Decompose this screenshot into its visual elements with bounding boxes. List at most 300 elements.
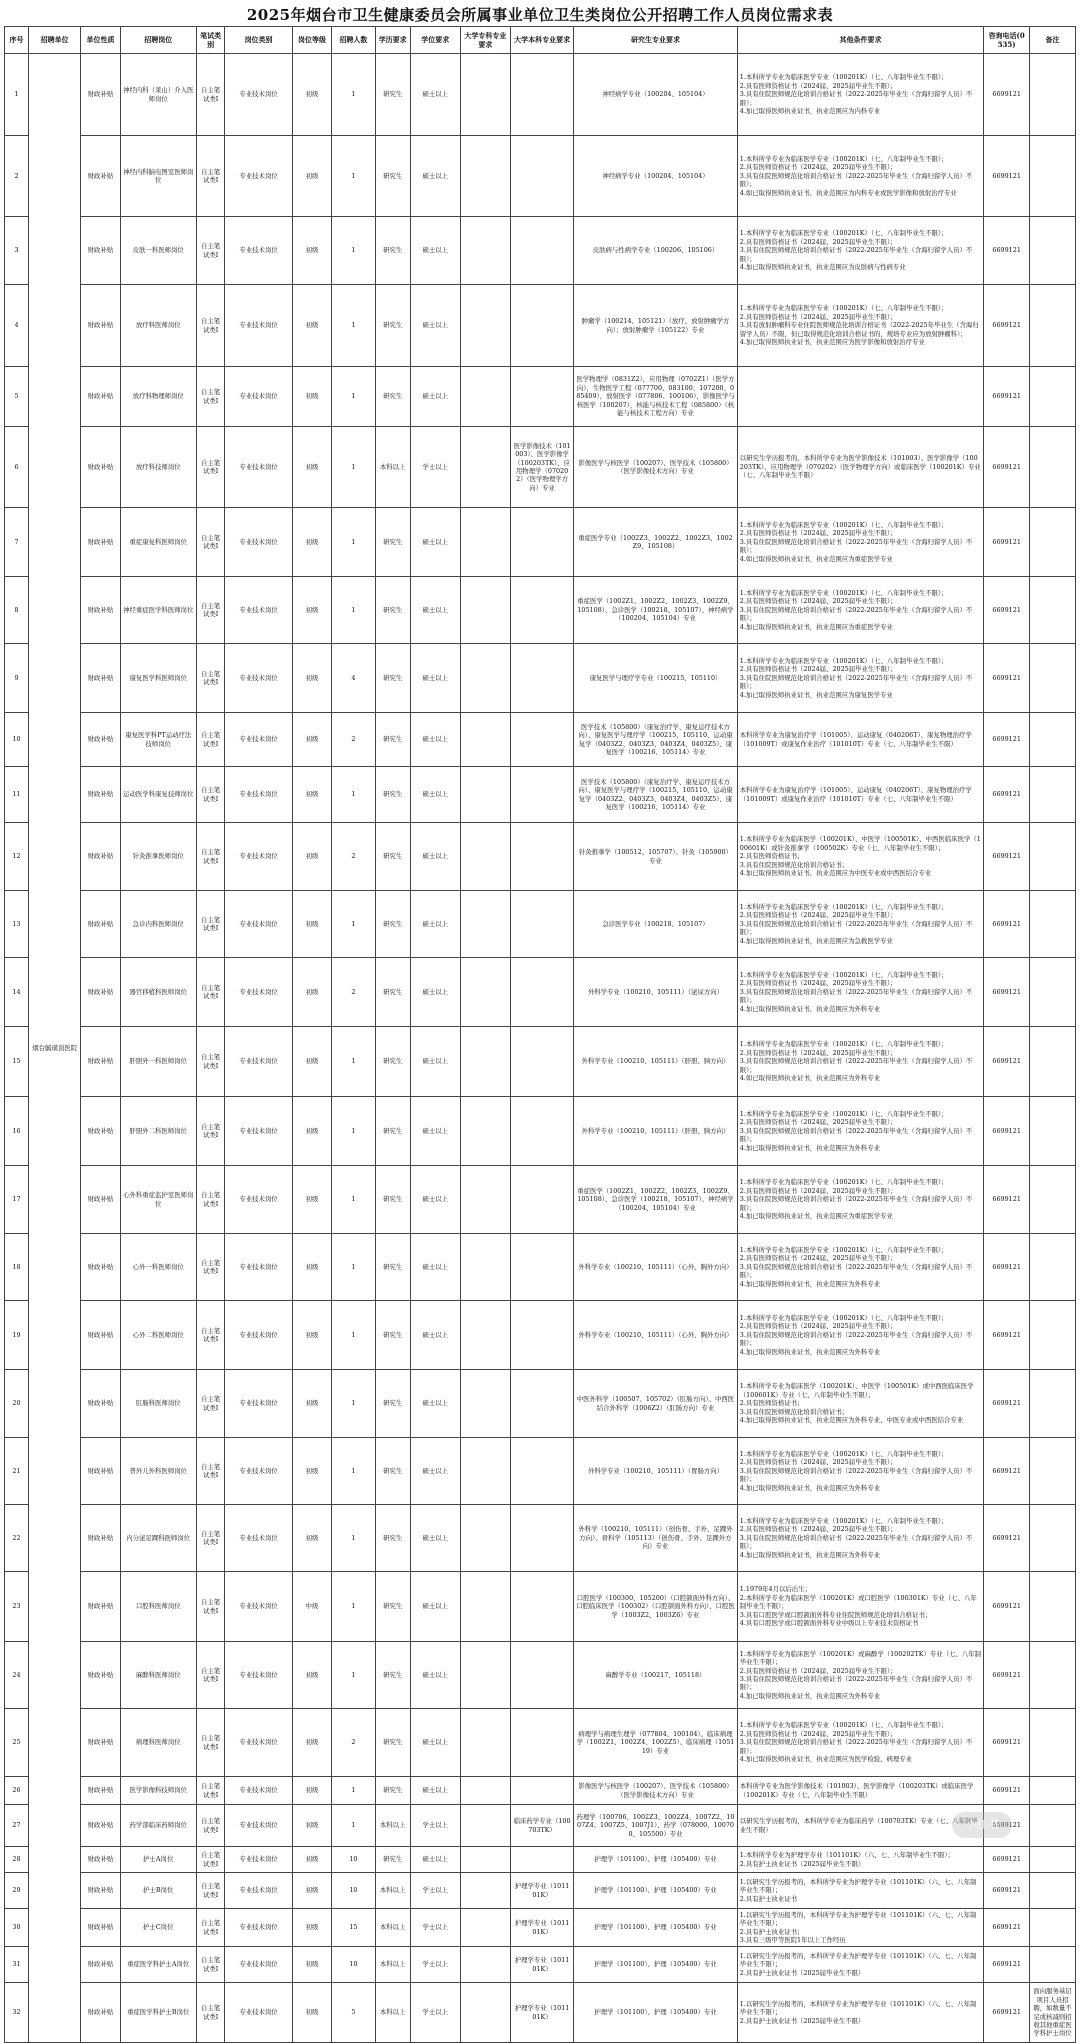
cell-post: 放疗科技师岗位 <box>120 427 196 508</box>
cell-bachelor-major <box>510 1847 573 1873</box>
cell-education: 研究生 <box>375 1847 410 1873</box>
cell-degree: 学士以上 <box>410 1947 460 1983</box>
cell-category: 专业技术岗位 <box>225 713 293 767</box>
table-row <box>5 217 1076 285</box>
cell-level: 初级 <box>292 285 331 367</box>
cell-remarks <box>1030 427 1076 508</box>
cell-education: 本科以上 <box>375 1873 410 1909</box>
cell-education: 研究生 <box>375 1505 410 1572</box>
cell-graduate-major: 药理学（100706、1002Z3、1002Z4、1007Z2、1007Z4、1007Z5、1007J1）、药学（078000、100700、105500）专业 <box>574 1805 738 1847</box>
table-row <box>5 1438 1076 1505</box>
cell-post: 病理科医师岗位 <box>120 1709 196 1777</box>
cell-phone: 6699121 <box>984 1438 1030 1505</box>
cell-specialty-major <box>460 285 510 367</box>
cell-post: 放疗科医师岗位 <box>120 285 196 367</box>
cell-no: 15 <box>5 1027 29 1097</box>
header-post: 招聘岗位 <box>120 27 196 54</box>
cell-no: 5 <box>5 367 29 427</box>
cell-specialty-major <box>460 1234 510 1301</box>
cell-count: 1 <box>332 427 376 508</box>
cell-level: 初级 <box>292 713 331 767</box>
table-row <box>5 577 1076 644</box>
cell-nature: 财政补贴 <box>81 1642 120 1709</box>
cell-level: 初级 <box>292 823 331 891</box>
cell-phone: 6699121 <box>984 285 1030 367</box>
cell-remarks <box>1030 1438 1076 1505</box>
cell-degree: 硕士以上 <box>410 136 460 217</box>
table-row <box>5 1572 1076 1642</box>
cell-nature: 财政补贴 <box>81 1027 120 1097</box>
cell-level: 初级 <box>292 54 331 136</box>
cell-no: 3 <box>5 217 29 285</box>
header-count: 招聘人数 <box>332 27 376 54</box>
cell-post: 普外儿外科医师岗位 <box>120 1438 196 1505</box>
page-title: 2025年烟台市卫生健康委员会所属事业单位卫生类岗位公开招聘工作人员岗位需求表 <box>246 6 834 24</box>
header-other-requirements: 其他条件要求 <box>737 27 983 54</box>
cell-category: 专业技术岗位 <box>225 1234 293 1301</box>
cell-post: 运动医学科康复技师岗位 <box>120 767 196 823</box>
cell-bachelor-major <box>510 1370 573 1438</box>
cell-degree: 硕士以上 <box>410 1234 460 1301</box>
cell-count: 1 <box>332 508 376 577</box>
cell-post: 肝胆外二科医师岗位 <box>120 1097 196 1166</box>
cell-count: 10 <box>332 1847 376 1873</box>
header-exam: 笔试类别 <box>196 27 224 54</box>
cell-phone: 6699121 <box>984 1777 1030 1805</box>
cell-remarks <box>1030 1370 1076 1438</box>
cell-remarks <box>1030 1805 1076 1847</box>
cell-education: 研究生 <box>375 217 410 285</box>
cell-bachelor-major <box>510 1097 573 1166</box>
cell-phone: 6699121 <box>984 1709 1030 1777</box>
cell-count: 1 <box>332 1642 376 1709</box>
cell-degree: 学士以上 <box>410 1873 460 1909</box>
cell-exam: 自主笔试类Ⅰ <box>196 713 224 767</box>
cell-no: 9 <box>5 644 29 713</box>
cell-no: 26 <box>5 1777 29 1805</box>
cell-degree: 学士以上 <box>410 1805 460 1847</box>
cell-category: 专业技术岗位 <box>225 1438 293 1505</box>
cell-graduate-major: 护理学（101100）、护理（105400）专业 <box>574 1983 738 2043</box>
cell-count: 1 <box>332 1027 376 1097</box>
cell-nature: 财政补贴 <box>81 367 120 427</box>
cell-no: 18 <box>5 1234 29 1301</box>
cell-exam: 自主笔试类Ⅰ <box>196 1027 224 1097</box>
cell-other-requirements: 1.本科所学专业为临床医学专业（100201K）（七、八年制毕业生不限）； 2.具有医师资格证书（2024届、2025届毕业生不限）； 3.具有住院医师规范化培训合格证书（2022-2025年毕业生（含海归留学人员）不限）； 4.加已取得医师执业证书，执业范围应为外科专业 <box>737 1234 983 1301</box>
cell-bachelor-major <box>510 508 573 577</box>
table-row <box>5 1983 1076 2043</box>
cell-exam: 自主笔试类Ⅰ <box>196 367 224 427</box>
cell-count: 1 <box>332 1097 376 1166</box>
cell-phone: 6699121 <box>984 508 1030 577</box>
cell-graduate-major: 护理学（101100）、护理（105400）专业 <box>574 1909 738 1947</box>
cell-degree: 学士以上 <box>410 427 460 508</box>
cell-degree: 硕士以上 <box>410 1642 460 1709</box>
cell-count: 2 <box>332 823 376 891</box>
cell-graduate-major: 医学技术（105800）（康复治疗学、康复运疗技术方向）、康复医学与理疗学（100215、105110、运动康复学（0403Z2、0403Z3、0403Z4、0403Z5）、康复医学（100216、105114）专业 <box>574 713 738 767</box>
cell-category: 专业技术岗位 <box>225 891 293 958</box>
cell-exam: 自主笔试类Ⅰ <box>196 427 224 508</box>
cell-bachelor-major <box>510 217 573 285</box>
cell-graduate-major: 影像医学与核医学（100207）、医学技术（105800）（医学影像技术方向）专业 <box>574 1777 738 1805</box>
cell-count: 1 <box>332 767 376 823</box>
cell-other-requirements: 本科所学专业为医学影像技术（101003）、医学影像学（100203TK）或临床医学（100201K）专业（七、八年制毕业生不限） <box>737 1777 983 1805</box>
table-row <box>5 958 1076 1027</box>
cell-count: 1 <box>332 367 376 427</box>
cell-nature: 财政补贴 <box>81 644 120 713</box>
header-education: 学历要求 <box>375 27 410 54</box>
cell-post: 内分泌足踝科医师岗位 <box>120 1505 196 1572</box>
cell-bachelor-major <box>510 958 573 1027</box>
cell-category: 专业技术岗位 <box>225 1027 293 1097</box>
cell-no: 29 <box>5 1873 29 1909</box>
cell-exam: 自主笔试类Ⅰ <box>196 1572 224 1642</box>
cell-education: 研究生 <box>375 644 410 713</box>
cell-category: 专业技术岗位 <box>225 577 293 644</box>
cell-graduate-major: 神经病学专业（100204、105104） <box>574 54 738 136</box>
cell-specialty-major <box>460 577 510 644</box>
cell-other-requirements: 1.本科所学专业为临床医学（100201K）或麻醉学（100202TK）专业（七、八年制毕业生不限）； 2.具有医师资格证书（2024届、2025届毕业生不限）； 3.具有住院医师规范化培训合格证书（2022-2025年毕业生（含海归留学人员）不限）； 4.加已取得医师执业证书，执业范围应为外科专业 <box>737 1642 983 1709</box>
cell-no: 20 <box>5 1370 29 1438</box>
cell-remarks <box>1030 1777 1076 1805</box>
cell-post: 麻醉科医师岗位 <box>120 1642 196 1709</box>
cell-level: 初级 <box>292 1709 331 1777</box>
cell-no: 4 <box>5 285 29 367</box>
cell-nature: 财政补贴 <box>81 285 120 367</box>
cell-remarks <box>1030 1642 1076 1709</box>
cell-nature: 财政补贴 <box>81 958 120 1027</box>
cell-count: 15 <box>332 1909 376 1947</box>
cell-other-requirements: 1.本科所学专业为临床医学专业（100201K）（七、八年制毕业生不限）； 2.具有医师资格证书（2024届、2025届毕业生不限）； 3.具有住院医师规范化培训合格证书（2022-2025年毕业生（含海归留学人员）不限）； 4.加已取得医师执业证书，执业范围应为康复医学专业 <box>737 644 983 713</box>
cell-graduate-major: 外科学专业（100210、105111）（心外、胸外方向） <box>574 1234 738 1301</box>
cell-specialty-major <box>460 958 510 1027</box>
cell-other-requirements: 1.本科所学专业为临床医学专业（100201K）（七、八年制毕业生不限）； 2.具有医师资格证书（2024届、2025届毕业生不限）； 3.具有住院医师规范化培训合格证书（2022-2025年毕业生（含海归留学人员）不限）； 4.如已取得医师执业证书，执业范围应为重症医学专业 <box>737 508 983 577</box>
cell-education: 研究生 <box>375 767 410 823</box>
cell-education: 研究生 <box>375 1166 410 1234</box>
cell-other-requirements: 1.本科所学专业为临床医学专业（100201K）（七、八年制毕业生不限）； 2.具有医师资格证书（2024届、2025届毕业生不限）； 3.具有住院医师规范化培训合格证书（2022-2025年毕业生（含海归留学人员）不限）； 4.加已取得医师执业证书，执业范围应为外科专业 <box>737 1505 983 1572</box>
cell-other-requirements: 1.本科所学专业为临床医学专业（100201K）（七、八年制毕业生不限）； 2.具有医师资格证书（2024届、2025届毕业生不限）； 3.具有放射肿瘤科专业住院医师规范化培训合格证书（2022-2025年毕业生（含海归留学人员）不限，但已取得规范化培训合格证书的，规培专业应为放射肿瘤科）； 4.加已取得医师执业证书，执业范围应为医学影像和放射治疗专业 <box>737 285 983 367</box>
table-row <box>5 1505 1076 1572</box>
cell-category: 专业技术岗位 <box>225 958 293 1027</box>
cell-specialty-major <box>460 1709 510 1777</box>
cell-bachelor-major <box>510 136 573 217</box>
cell-level: 初级 <box>292 1505 331 1572</box>
cell-nature: 财政补贴 <box>81 136 120 217</box>
cell-category: 专业技术岗位 <box>225 1983 293 2043</box>
header-no: 序号 <box>5 27 29 54</box>
cell-remarks <box>1030 1909 1076 1947</box>
cell-exam: 自主笔试类Ⅰ <box>196 1097 224 1166</box>
cell-nature: 财政补贴 <box>81 823 120 891</box>
cell-post: 心外一科医师岗位 <box>120 1234 196 1301</box>
cell-education: 研究生 <box>375 1438 410 1505</box>
cell-degree: 硕士以上 <box>410 1301 460 1370</box>
cell-graduate-major: 神经病学专业（100204、105104） <box>574 136 738 217</box>
cell-specialty-major <box>460 1438 510 1505</box>
cell-no: 7 <box>5 508 29 577</box>
cell-count: 2 <box>332 1709 376 1777</box>
cell-post: 医学影像科技师岗位 <box>120 1777 196 1805</box>
table-row <box>5 367 1076 427</box>
cell-bachelor-major <box>510 1438 573 1505</box>
cell-post: 针灸推拿医师岗位 <box>120 823 196 891</box>
cell-category: 专业技术岗位 <box>225 427 293 508</box>
cell-degree: 硕士以上 <box>410 1777 460 1805</box>
cell-bachelor-major <box>510 767 573 823</box>
cell-post: 肛肠科医师岗位 <box>120 1370 196 1438</box>
cell-level: 初级 <box>292 1805 331 1847</box>
table-row <box>5 1097 1076 1166</box>
cell-post: 康复医学科医师岗位 <box>120 644 196 713</box>
cell-exam: 自主笔试类Ⅰ <box>196 823 224 891</box>
cell-phone: 6699121 <box>984 1572 1030 1642</box>
header-level: 岗位等级 <box>292 27 331 54</box>
cell-degree: 硕士以上 <box>410 508 460 577</box>
cell-degree: 学士以上 <box>410 1909 460 1947</box>
cell-no: 6 <box>5 427 29 508</box>
cell-education: 研究生 <box>375 508 410 577</box>
cell-degree: 硕士以上 <box>410 54 460 136</box>
cell-degree: 硕士以上 <box>410 1572 460 1642</box>
table-row <box>5 1301 1076 1370</box>
cell-post: 神经重症医学科医师岗位 <box>120 577 196 644</box>
cell-remarks <box>1030 891 1076 958</box>
cell-specialty-major <box>460 1097 510 1166</box>
cell-nature: 财政补贴 <box>81 1234 120 1301</box>
cell-graduate-major: 医学技术（105800）（康复治疗学、康复运疗技术方向）、康复医学与理疗学（100215、105110、运动康复学（0403Z2、0403Z3、0403Z4、0403Z5）、康复医学（100216、105114）专业 <box>574 767 738 823</box>
cell-specialty-major <box>460 1301 510 1370</box>
cell-phone: 6699121 <box>984 644 1030 713</box>
cell-exam: 自主笔试类Ⅰ <box>196 1805 224 1847</box>
cell-bachelor-major <box>510 1777 573 1805</box>
cell-other-requirements: 1.本科所学专业为临床医学专业（100201K）（七、八年制毕业生不限）； 2.具有医师资格证书（2024届、2025届毕业生不限）； 3.具有住院医师规范化培训合格证书（2022-2025年毕业生（含海归留学人员）不限）； 4.加已取得医师执业证书，执业范围应为急救医学专业 <box>737 891 983 958</box>
table-row <box>5 1370 1076 1438</box>
cell-post: 重症康复科医师岗位 <box>120 508 196 577</box>
cell-bachelor-major: 护理学专业（101101K） <box>510 1947 573 1983</box>
header-graduate-major: 研究生专业要求 <box>574 27 738 54</box>
cell-degree: 硕士以上 <box>410 1847 460 1873</box>
cell-graduate-major: 护理学（101100）、护理（105400）专业 <box>574 1873 738 1909</box>
cell-phone: 6699121 <box>984 1873 1030 1909</box>
cell-specialty-major <box>460 508 510 577</box>
cell-phone: 6699121 <box>984 891 1030 958</box>
cell-count: 1 <box>332 1572 376 1642</box>
cell-remarks <box>1030 577 1076 644</box>
cell-category: 专业技术岗位 <box>225 767 293 823</box>
cell-no: 2 <box>5 136 29 217</box>
cell-category: 专业技术岗位 <box>225 285 293 367</box>
cell-level: 初级 <box>292 1847 331 1873</box>
cell-level: 初级 <box>292 1873 331 1909</box>
cell-graduate-major: 外科学专业（100210、105111）（肝胆、胰方向） <box>574 1097 738 1166</box>
cell-count: 4 <box>332 644 376 713</box>
cell-bachelor-major <box>510 644 573 713</box>
cell-nature: 财政补贴 <box>81 1370 120 1438</box>
cell-bachelor-major: 护理学专业（101101K） <box>510 1873 573 1909</box>
cell-bachelor-major <box>510 1505 573 1572</box>
cell-remarks <box>1030 1097 1076 1166</box>
cell-phone: 6699121 <box>984 713 1030 767</box>
cell-post: 器官移植科医师岗位 <box>120 958 196 1027</box>
header-bachelor-major: 大学本科专业要求 <box>510 27 573 54</box>
cell-specialty-major <box>460 1909 510 1947</box>
cell-other-requirements: 1.本科所学专业为临床医学专业（100201K）（七、八年制毕业生不限）； 2.具有医师资格证书（2024届、2025届毕业生不限）； 3.具有住院医师规范化培训合格证书（2022-2025年毕业生（含海归留学人员）不限）； 4.加已取得医师执业证书，执业范围应为重症医学专业 <box>737 577 983 644</box>
cell-nature: 财政补贴 <box>81 1097 120 1166</box>
cell-nature: 财政补贴 <box>81 1505 120 1572</box>
table-row <box>5 1027 1076 1097</box>
cell-no: 27 <box>5 1805 29 1847</box>
cell-education: 研究生 <box>375 1301 410 1370</box>
cell-level: 初级 <box>292 427 331 508</box>
cell-other-requirements: 1.本科所学专业为临床医学专业（100201K）（七、八年制毕业生不限）； 2.具有医师资格证书（2024届、2025届毕业生不限）； 3.具有住院医师规范化培训合格证书（2022-2025年毕业生（含海归留学人员）不限）； 4.加已取得医师执业证书，执业范围应为内科专业 <box>737 54 983 136</box>
cell-graduate-major: 外科学（100210、105111）（创伤骨、手外、足踝外方向）、骨科学（105113）（创伤骨、手外、足踝外方向）专业 <box>574 1505 738 1572</box>
cell-exam: 自主笔试类Ⅰ <box>196 508 224 577</box>
header-unit: 招聘单位 <box>28 27 80 54</box>
cell-degree: 硕士以上 <box>410 644 460 713</box>
cell-education: 研究生 <box>375 713 410 767</box>
cell-post: 神经内科（莱山）介入医师岗位 <box>120 54 196 136</box>
cell-category: 专业技术岗位 <box>225 1166 293 1234</box>
cell-post: 皮肤一科医师岗位 <box>120 217 196 285</box>
cell-bachelor-major <box>510 54 573 136</box>
table-row <box>5 1709 1076 1777</box>
cell-remarks <box>1030 508 1076 577</box>
table-row <box>5 713 1076 767</box>
cell-post: 放疗科物理师岗位 <box>120 367 196 427</box>
cell-category: 专业技术岗位 <box>225 1642 293 1709</box>
cell-exam: 自主笔试类Ⅰ <box>196 1909 224 1947</box>
cell-other-requirements: 1.1979年4月以后出生； 2.本科所学专业为临床医学（100201K）或口腔医学（100301K）专业（七、八年制毕业生不限）； 3.具有口腔医学或口腔颌面外科专业住院医师规范化培训合格证书； 4.具有口腔医学或口腔颌面外科专业中级以上专业技术资格证书 <box>737 1572 983 1642</box>
header-degree: 学位要求 <box>410 27 460 54</box>
cell-bachelor-major <box>510 891 573 958</box>
cell-no: 10 <box>5 713 29 767</box>
cell-graduate-major: 影像医学与核医学（100207）、医学技术（105800）（医学影像技术方向）专业 <box>574 427 738 508</box>
cell-graduate-major: 护理学（101100）、护理（105400）专业 <box>574 1847 738 1873</box>
cell-nature: 财政补贴 <box>81 577 120 644</box>
cell-level: 初级 <box>292 1234 331 1301</box>
cell-education: 研究生 <box>375 1370 410 1438</box>
cell-nature: 财政补贴 <box>81 713 120 767</box>
cell-education: 研究生 <box>375 367 410 427</box>
cell-remarks <box>1030 285 1076 367</box>
cell-other-requirements: 1.本科所学专业为临床医学（100201K）、中医学（100501K）、中西医临床医学（100601K）或针灸推拿学（100502K）专业（七、八年制毕业生不限）； 2.具有医师资格证书； 3.具有住院医师规范化培训合格证书； 4.加已取得医师执业证书，执业范围应为中医专业或中西医结合专业 <box>737 823 983 891</box>
cell-exam: 自主笔试类Ⅰ <box>196 1370 224 1438</box>
cell-specialty-major <box>460 1505 510 1572</box>
cell-other-requirements: 以研究生学历报考的，本科所学专业为临床药学（100703TK）专业（七、八年制毕业生不限） <box>737 1805 983 1847</box>
cell-count: 1 <box>332 1805 376 1847</box>
cell-count: 10 <box>332 1947 376 1983</box>
cell-graduate-major: 外科学专业（100210、105111）（泌尿方向） <box>574 958 738 1027</box>
cell-exam: 自主笔试类Ⅰ <box>196 1947 224 1983</box>
cell-post: 急诊内科医师岗位 <box>120 891 196 958</box>
cell-graduate-major: 外科学专业（100210、105111）（心外、胸外方向） <box>574 1301 738 1370</box>
cell-specialty-major <box>460 427 510 508</box>
cell-level: 初级 <box>292 367 331 427</box>
cell-phone: 6699121 <box>984 1234 1030 1301</box>
cell-bachelor-major <box>510 713 573 767</box>
cell-level: 初级 <box>292 136 331 217</box>
cell-nature: 财政补贴 <box>81 1805 120 1847</box>
cell-level: 初级 <box>292 1370 331 1438</box>
cell-no: 22 <box>5 1505 29 1572</box>
cell-nature: 财政补贴 <box>81 1909 120 1947</box>
cell-no: 30 <box>5 1909 29 1947</box>
cell-nature: 财政补贴 <box>81 1572 120 1642</box>
cell-graduate-major: 口腔医学（100300、105200）（口腔颌面外科方向）、口腔临床医学（100302）（口腔颌面外科方向）、口腔医学（1003Z2、1003Z6）专业 <box>574 1572 738 1642</box>
cell-education: 研究生 <box>375 1642 410 1709</box>
header-phone: 咨询电话(0535) <box>984 27 1030 54</box>
cell-education: 研究生 <box>375 1709 410 1777</box>
cell-degree: 硕士以上 <box>410 1166 460 1234</box>
cell-specialty-major <box>460 1873 510 1909</box>
cell-other-requirements: 1.本科所学专业为临床医学专业（100201K）（七、八年制毕业生不限）； 2.具有医师资格证书（2024届、2025届毕业生不限）； 3.具有住院医师规范化培训合格证书（2022-2025年毕业生（含海归留学人员）不限）； 4.加已取得医师执业证书，执业范围应为外科专业 <box>737 1438 983 1505</box>
cell-count: 2 <box>332 958 376 1027</box>
cell-phone: 6699121 <box>984 767 1030 823</box>
cell-nature: 财政补贴 <box>81 1983 120 2043</box>
cell-bachelor-major: 护理学专业（101101K） <box>510 1983 573 2043</box>
cell-other-requirements <box>737 367 983 427</box>
cell-nature: 财政补贴 <box>81 1847 120 1873</box>
cell-other-requirements: 1.本科所学专业为临床医学专业（100201K）（七、八年制毕业生不限）； 2.具有医师资格证书（2024届、2025届毕业生不限）； 3.具有住院医师规范化培训合格证书（2022-2025年毕业生（含海归留学人员）不限）； 4.如已取得医师执业证书，执业范围应为内科专业或医学影像和放射治疗专业 <box>737 136 983 217</box>
cell-remarks <box>1030 958 1076 1027</box>
cell-exam: 自主笔试类Ⅰ <box>196 1234 224 1301</box>
cell-post: 心外二科医师岗位 <box>120 1301 196 1370</box>
cell-phone: 6699121 <box>984 823 1030 891</box>
cell-remarks <box>1030 1166 1076 1234</box>
cell-education: 本科以上 <box>375 1805 410 1847</box>
cell-graduate-major: 外科学专业（100210、105111）（胃肠方向） <box>574 1438 738 1505</box>
cell-bachelor-major: 护理学专业（101101K） <box>510 1909 573 1947</box>
cell-phone: 6699121 <box>984 577 1030 644</box>
cell-phone: 6699121 <box>984 1983 1030 2043</box>
cell-graduate-major: 重症医学（1002Z1、1002Z2、1002Z3、1002Z9、105108）、急诊医学（100218、105107）、神经病学（100204、105104）专业 <box>574 1166 738 1234</box>
cell-education: 研究生 <box>375 1572 410 1642</box>
cell-specialty-major <box>460 767 510 823</box>
cell-graduate-major: 重症医学（1002Z1、1002Z2、1002Z3、1002Z9、105108）、急诊医学（100218、105107）、神经病学（100204、105104）专业 <box>574 577 738 644</box>
cell-no: 32 <box>5 1983 29 2043</box>
cell-no: 28 <box>5 1847 29 1873</box>
cell-count: 1 <box>332 1166 376 1234</box>
cell-other-requirements: 1.以研究生学历报考的，本科所学专业为护理学专业（101101K）（六、七、八年制毕业生不限）； 2.具有护士执业证书 <box>737 1873 983 1909</box>
cell-other-requirements: 1.本科所学专业为临床医学（100201K）、中医学（100501K）或中西医临床医学（100601K）专业（七、八年制毕业生不限）； 2.具有医师资格证书； 3.具有住院医师规范化培训合格证书； 4.加已取得医师执业证书，执业范围应为外科专业、中医专业或中西医结合专业 <box>737 1370 983 1438</box>
cell-degree: 硕士以上 <box>410 1709 460 1777</box>
cell-remarks <box>1030 1027 1076 1097</box>
cell-remarks <box>1030 1847 1076 1873</box>
cell-category: 专业技术岗位 <box>225 54 293 136</box>
cell-category: 专业技术岗位 <box>225 1873 293 1909</box>
cell-phone: 6699121 <box>984 1097 1030 1166</box>
cell-count: 2 <box>332 713 376 767</box>
cell-count: 1 <box>332 1234 376 1301</box>
cell-nature: 财政补贴 <box>81 1166 120 1234</box>
table-row <box>5 508 1076 577</box>
cell-phone: 6699121 <box>984 217 1030 285</box>
cell-bachelor-major: 临床药学专业（100703TK） <box>510 1805 573 1847</box>
cell-phone: 6699121 <box>984 1947 1030 1983</box>
cell-level: 初级 <box>292 891 331 958</box>
cell-specialty-major <box>460 823 510 891</box>
cell-graduate-major: 外科学专业（100210、105111）（肝胆、胰方向） <box>574 1027 738 1097</box>
cell-phone: 6699121 <box>984 136 1030 217</box>
table-row <box>5 767 1076 823</box>
cell-graduate-major: 护理学（101100）、护理（105400）专业 <box>574 1947 738 1983</box>
cell-remarks <box>1030 1709 1076 1777</box>
cell-degree: 硕士以上 <box>410 958 460 1027</box>
cell-degree: 硕士以上 <box>410 367 460 427</box>
cell-level: 初级 <box>292 508 331 577</box>
cell-no: 16 <box>5 1097 29 1166</box>
cell-bachelor-major <box>510 823 573 891</box>
